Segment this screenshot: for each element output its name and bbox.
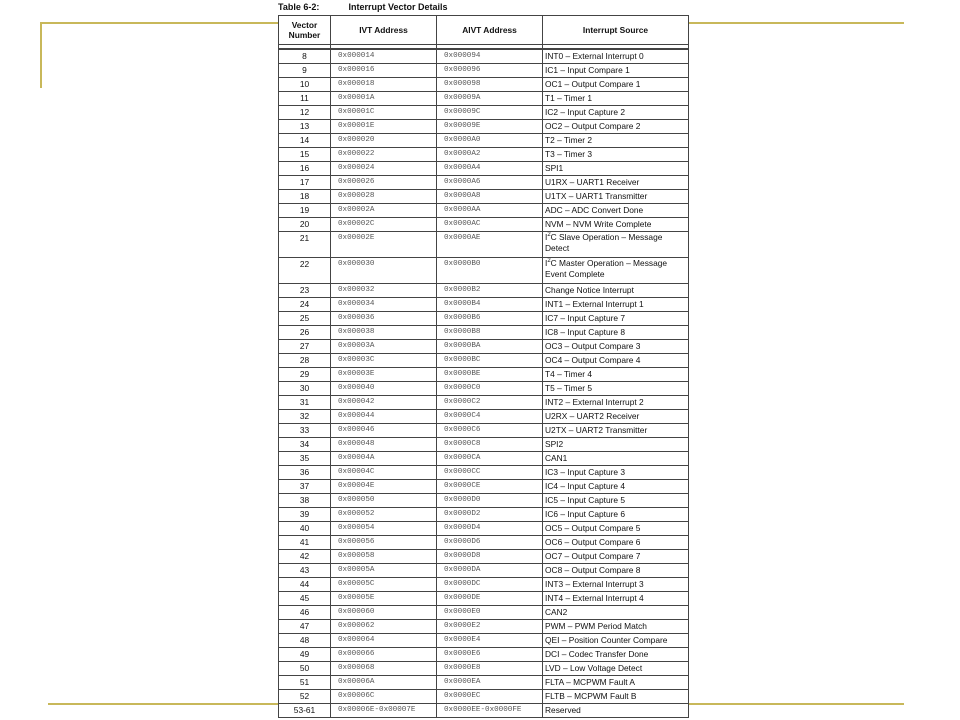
vector-number-cell: 23 [279, 284, 331, 298]
table-row [279, 298, 689, 312]
table-row [279, 232, 689, 258]
vector-number-cell: 39 [279, 508, 331, 522]
interrupt-source-cell: LVD – Low Voltage Detect [543, 662, 689, 676]
table-row [279, 106, 689, 120]
interrupt-source-cell: OC5 – Output Compare 5 [543, 522, 689, 536]
ivt-address-cell: 0x00006E-0x00007E [331, 704, 437, 718]
aivt-address-cell: 0x0000C4 [437, 410, 543, 424]
interrupt-source-cell: IC6 – Input Capture 6 [543, 508, 689, 522]
interrupt-source-cell: CAN2 [543, 606, 689, 620]
aivt-address-cell: 0x00009E [437, 120, 543, 134]
aivt-address-cell: 0x0000D8 [437, 550, 543, 564]
aivt-address-cell: 0x000096 [437, 64, 543, 78]
table-row [279, 284, 689, 298]
ivt-address-cell: 0x000016 [331, 64, 437, 78]
ivt-address-cell: 0x00003C [331, 354, 437, 368]
interrupt-source-cell: FLTB – MCPWM Fault B [543, 690, 689, 704]
vector-number-cell: 22 [279, 258, 331, 284]
ivt-address-cell: 0x000042 [331, 396, 437, 410]
table-row [279, 564, 689, 578]
vector-number-cell: 16 [279, 162, 331, 176]
vector-number-cell: 8 [279, 49, 331, 64]
table-row [279, 536, 689, 550]
table-row [279, 190, 689, 204]
vector-number-cell: 36 [279, 466, 331, 480]
vector-number-cell: 41 [279, 536, 331, 550]
table-number: Table 6-2: [278, 2, 320, 12]
table-row [279, 522, 689, 536]
vector-number-cell: 31 [279, 396, 331, 410]
table-row [279, 620, 689, 634]
vector-number-cell: 21 [279, 232, 331, 258]
interrupt-source-cell: IC7 – Input Capture 7 [543, 312, 689, 326]
aivt-address-cell: 0x0000C6 [437, 424, 543, 438]
interrupt-source-cell: SPI1 [543, 162, 689, 176]
ivt-address-cell: 0x00003E [331, 368, 437, 382]
vector-number-cell: 49 [279, 648, 331, 662]
ivt-address-cell: 0x000052 [331, 508, 437, 522]
vector-number-cell: 25 [279, 312, 331, 326]
table-row [279, 424, 689, 438]
vector-number-cell: 29 [279, 368, 331, 382]
aivt-address-cell: 0x0000C2 [437, 396, 543, 410]
vector-number-cell: 27 [279, 340, 331, 354]
aivt-address-cell: 0x0000AC [437, 218, 543, 232]
vector-number-cell: 10 [279, 78, 331, 92]
ivt-address-cell: 0x000028 [331, 190, 437, 204]
ivt-address-cell: 0x000024 [331, 162, 437, 176]
header-interrupt-source: Interrupt Source [543, 16, 689, 45]
interrupt-source-cell: OC3 – Output Compare 3 [543, 340, 689, 354]
ivt-address-cell: 0x000068 [331, 662, 437, 676]
table-row [279, 162, 689, 176]
vector-number-cell: 15 [279, 148, 331, 162]
interrupt-source-cell: QEI – Position Counter Compare [543, 634, 689, 648]
vector-number-cell: 18 [279, 190, 331, 204]
table-row [279, 134, 689, 148]
table-title: Interrupt Vector Details [348, 2, 448, 12]
ivt-address-cell: 0x00005A [331, 564, 437, 578]
ivt-address-cell: 0x00002E [331, 232, 437, 258]
table-row [279, 634, 689, 648]
ivt-address-cell: 0x000038 [331, 326, 437, 340]
ivt-address-cell: 0x000018 [331, 78, 437, 92]
aivt-address-cell: 0x0000D4 [437, 522, 543, 536]
header-ivt-address: IVT Address [331, 16, 437, 45]
table-row [279, 466, 689, 480]
ivt-address-cell: 0x000062 [331, 620, 437, 634]
table-row [279, 606, 689, 620]
table-row [279, 258, 689, 284]
interrupt-source-cell: CAN1 [543, 452, 689, 466]
ivt-address-cell: 0x00004C [331, 466, 437, 480]
aivt-address-cell: 0x0000E8 [437, 662, 543, 676]
interrupt-vector-table [278, 15, 689, 718]
vector-number-cell: 47 [279, 620, 331, 634]
interrupt-source-cell: U1TX – UART1 Transmitter [543, 190, 689, 204]
vector-number-cell: 44 [279, 578, 331, 592]
aivt-address-cell: 0x0000A0 [437, 134, 543, 148]
ivt-address-cell: 0x00001E [331, 120, 437, 134]
aivt-address-cell: 0x0000EA [437, 676, 543, 690]
vector-number-cell: 17 [279, 176, 331, 190]
ivt-address-cell: 0x000046 [331, 424, 437, 438]
aivt-address-cell: 0x0000BE [437, 368, 543, 382]
aivt-address-cell: 0x0000B8 [437, 326, 543, 340]
interrupt-source-cell: PWM – PWM Period Match [543, 620, 689, 634]
interrupt-source-cell: OC2 – Output Compare 2 [543, 120, 689, 134]
interrupt-source-cell: U2RX – UART2 Receiver [543, 410, 689, 424]
interrupt-source-cell: IC1 – Input Compare 1 [543, 64, 689, 78]
aivt-address-cell: 0x0000BC [437, 354, 543, 368]
vector-number-cell: 33 [279, 424, 331, 438]
vector-number-cell: 51 [279, 676, 331, 690]
interrupt-vector-table-container [278, 15, 688, 714]
interrupt-source-cell: T4 – Timer 4 [543, 368, 689, 382]
interrupt-source-cell: SPI2 [543, 438, 689, 452]
aivt-address-cell: 0x0000D2 [437, 508, 543, 522]
table-row [279, 49, 689, 64]
table-row [279, 368, 689, 382]
aivt-address-cell: 0x0000A2 [437, 148, 543, 162]
ivt-address-cell: 0x000058 [331, 550, 437, 564]
ivt-address-cell: 0x000036 [331, 312, 437, 326]
vector-number-cell: 34 [279, 438, 331, 452]
ivt-address-cell: 0x000030 [331, 258, 437, 284]
aivt-address-cell: 0x0000DE [437, 592, 543, 606]
table-row [279, 494, 689, 508]
interrupt-source-cell: IC2 – Input Capture 2 [543, 106, 689, 120]
vector-number-cell: 32 [279, 410, 331, 424]
interrupt-source-cell: INT4 – External Interrupt 4 [543, 592, 689, 606]
vector-number-cell: 40 [279, 522, 331, 536]
table-row [279, 690, 689, 704]
table-row [279, 438, 689, 452]
table-row [279, 78, 689, 92]
ivt-address-cell: 0x000064 [331, 634, 437, 648]
ivt-address-cell: 0x00006A [331, 676, 437, 690]
vector-number-cell: 19 [279, 204, 331, 218]
aivt-address-cell: 0x000098 [437, 78, 543, 92]
aivt-address-cell: 0x0000E6 [437, 648, 543, 662]
aivt-address-cell: 0x0000B6 [437, 312, 543, 326]
aivt-address-cell: 0x0000EC [437, 690, 543, 704]
aivt-address-cell: 0x0000CE [437, 480, 543, 494]
table-row [279, 176, 689, 190]
aivt-address-cell: 0x0000D6 [437, 536, 543, 550]
interrupt-source-cell: INT2 – External Interrupt 2 [543, 396, 689, 410]
ivt-address-cell: 0x00004E [331, 480, 437, 494]
ivt-address-cell: 0x000050 [331, 494, 437, 508]
top-right-rule [688, 22, 904, 24]
ivt-address-cell: 0x000044 [331, 410, 437, 424]
interrupt-source-cell: OC7 – Output Compare 7 [543, 550, 689, 564]
table-row [279, 508, 689, 522]
interrupt-source-cell: U1RX – UART1 Receiver [543, 176, 689, 190]
aivt-address-cell: 0x0000DA [437, 564, 543, 578]
aivt-address-cell: 0x0000A8 [437, 190, 543, 204]
vector-number-cell: 20 [279, 218, 331, 232]
interrupt-source-cell: T1 – Timer 1 [543, 92, 689, 106]
vector-number-cell: 46 [279, 606, 331, 620]
table-row [279, 410, 689, 424]
interrupt-source-cell: INT1 – External Interrupt 1 [543, 298, 689, 312]
ivt-address-cell: 0x000014 [331, 49, 437, 64]
aivt-address-cell: 0x0000CA [437, 452, 543, 466]
aivt-address-cell: 0x0000E2 [437, 620, 543, 634]
bottom-left-rule [48, 703, 278, 705]
interrupt-source-cell: Change Notice Interrupt [543, 284, 689, 298]
table-row [279, 480, 689, 494]
aivt-address-cell: 0x0000E4 [437, 634, 543, 648]
ivt-address-cell: 0x000032 [331, 284, 437, 298]
aivt-address-cell: 0x0000CC [437, 466, 543, 480]
aivt-address-cell: 0x00009C [437, 106, 543, 120]
aivt-address-cell: 0x0000D0 [437, 494, 543, 508]
interrupt-source-cell: U2TX – UART2 Transmitter [543, 424, 689, 438]
aivt-address-cell: 0x0000EE-0x0000FE [437, 704, 543, 718]
ivt-address-cell: 0x00002C [331, 218, 437, 232]
ivt-address-cell: 0x000020 [331, 134, 437, 148]
interrupt-source-cell: IC4 – Input Capture 4 [543, 480, 689, 494]
interrupt-source-cell: IC5 – Input Capture 5 [543, 494, 689, 508]
vector-number-cell: 42 [279, 550, 331, 564]
vector-number-cell: 35 [279, 452, 331, 466]
vector-number-cell: 11 [279, 92, 331, 106]
vector-number-cell: 28 [279, 354, 331, 368]
ivt-address-cell: 0x000066 [331, 648, 437, 662]
interrupt-source-cell: $I^2C$ Master Operation – Message Event Complete [543, 258, 689, 284]
aivt-address-cell: 0x0000BA [437, 340, 543, 354]
ivt-address-cell: 0x000040 [331, 382, 437, 396]
interrupt-source-cell: NVM – NVM Write Complete [543, 218, 689, 232]
table-row [279, 550, 689, 564]
ivt-address-cell: 0x00004A [331, 452, 437, 466]
aivt-address-cell: 0x000094 [437, 49, 543, 64]
table-row [279, 676, 689, 690]
ivt-address-cell: 0x00006C [331, 690, 437, 704]
aivt-address-cell: 0x0000E0 [437, 606, 543, 620]
interrupt-source-cell: FLTA – MCPWM Fault A [543, 676, 689, 690]
interrupt-source-cell: OC6 – Output Compare 6 [543, 536, 689, 550]
aivt-address-cell: 0x0000DC [437, 578, 543, 592]
vector-number-cell: 43 [279, 564, 331, 578]
aivt-address-cell: 0x0000AA [437, 204, 543, 218]
table-row [279, 92, 689, 106]
interrupt-source-cell: DCI – Codec Transfer Done [543, 648, 689, 662]
aivt-address-cell: 0x0000B0 [437, 258, 543, 284]
ivt-address-cell: 0x00005C [331, 578, 437, 592]
table-row [279, 382, 689, 396]
vector-number-cell: 50 [279, 662, 331, 676]
ivt-address-cell: 0x00001A [331, 92, 437, 106]
ivt-address-cell: 0x000060 [331, 606, 437, 620]
ivt-address-cell: 0x00001C [331, 106, 437, 120]
ivt-address-cell: 0x000034 [331, 298, 437, 312]
ivt-address-cell: 0x000056 [331, 536, 437, 550]
aivt-address-cell: 0x00009A [437, 92, 543, 106]
table-row [279, 704, 689, 718]
vector-number-cell: 13 [279, 120, 331, 134]
table-row [279, 326, 689, 340]
table-row [279, 148, 689, 162]
top-left-rule [40, 22, 278, 24]
table-body [279, 49, 689, 718]
ivt-address-cell: 0x000022 [331, 148, 437, 162]
interrupt-source-cell: INT3 – External Interrupt 3 [543, 578, 689, 592]
table-caption [278, 2, 448, 12]
interrupt-source-cell: T2 – Timer 2 [543, 134, 689, 148]
aivt-address-cell: 0x0000B2 [437, 284, 543, 298]
ivt-address-cell: 0x00002A [331, 204, 437, 218]
interrupt-source-cell: OC4 – Output Compare 4 [543, 354, 689, 368]
ivt-address-cell: 0x000054 [331, 522, 437, 536]
aivt-address-cell: 0x0000B4 [437, 298, 543, 312]
ivt-address-cell: 0x000048 [331, 438, 437, 452]
interrupt-source-cell: IC3 – Input Capture 3 [543, 466, 689, 480]
interrupt-source-cell: INT0 – External Interrupt 0 [543, 49, 689, 64]
header-aivt-address: AIVT Address [437, 16, 543, 45]
interrupt-source-cell: T5 – Timer 5 [543, 382, 689, 396]
ivt-address-cell: 0x00003A [331, 340, 437, 354]
table-row [279, 592, 689, 606]
interrupt-source-cell: IC8 – Input Capture 8 [543, 326, 689, 340]
vector-number-cell: 38 [279, 494, 331, 508]
vector-number-cell: 14 [279, 134, 331, 148]
vector-number-cell: 53-61 [279, 704, 331, 718]
interrupt-source-cell: T3 – Timer 3 [543, 148, 689, 162]
table-row [279, 452, 689, 466]
table-row [279, 354, 689, 368]
vector-number-cell: 26 [279, 326, 331, 340]
aivt-address-cell: 0x0000AE [437, 232, 543, 258]
ivt-address-cell: 0x000026 [331, 176, 437, 190]
table-row [279, 396, 689, 410]
interrupt-source-cell: Reserved [543, 704, 689, 718]
aivt-address-cell: 0x0000C8 [437, 438, 543, 452]
table-row [279, 578, 689, 592]
ivt-address-cell: 0x00005E [331, 592, 437, 606]
table-row [279, 120, 689, 134]
aivt-address-cell: 0x0000A6 [437, 176, 543, 190]
vector-number-cell: 12 [279, 106, 331, 120]
interrupt-source-cell: $I^2C$ Slave Operation – Message Detect [543, 232, 689, 258]
vector-number-cell: 9 [279, 64, 331, 78]
table-row [279, 204, 689, 218]
interrupt-source-cell: OC8 – Output Compare 8 [543, 564, 689, 578]
vector-number-cell: 30 [279, 382, 331, 396]
aivt-address-cell: 0x0000A4 [437, 162, 543, 176]
table-row [279, 312, 689, 326]
table-row [279, 64, 689, 78]
vector-number-cell: 45 [279, 592, 331, 606]
table-row [279, 648, 689, 662]
table-row [279, 340, 689, 354]
left-vertical-rule [40, 22, 42, 88]
vector-number-cell: 37 [279, 480, 331, 494]
vector-number-cell: 24 [279, 298, 331, 312]
vector-number-cell: 52 [279, 690, 331, 704]
table-header-row [279, 16, 689, 45]
aivt-address-cell: 0x0000C0 [437, 382, 543, 396]
interrupt-source-cell: OC1 – Output Compare 1 [543, 78, 689, 92]
interrupt-source-cell: ADC – ADC Convert Done [543, 204, 689, 218]
table-row [279, 218, 689, 232]
vector-number-cell: 48 [279, 634, 331, 648]
table-row [279, 662, 689, 676]
header-vector-number: Vector Number [279, 16, 331, 45]
bottom-right-rule [688, 703, 904, 705]
